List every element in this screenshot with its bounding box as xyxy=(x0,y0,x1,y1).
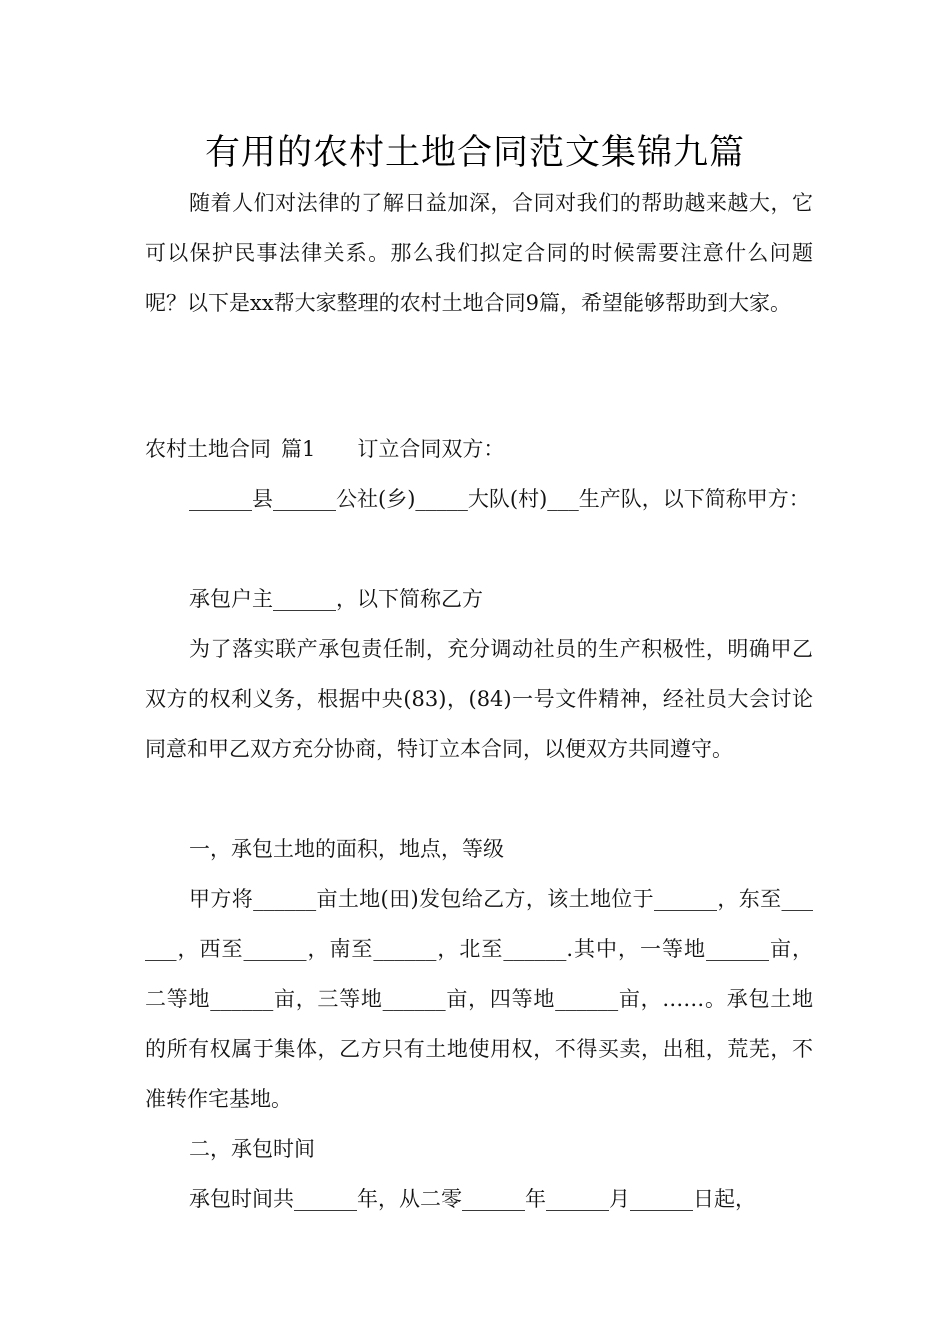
party-a-paragraph: ______县______公社(乡)_____大队(村)___生产队，以下简称甲方： xyxy=(189,487,810,511)
section-heading-parties: 订立合同双方： xyxy=(357,437,505,461)
clause-2-heading: 二，承包时间 xyxy=(189,1137,315,1161)
clause-1-heading: 一，承包土地的面积，地点，等级 xyxy=(189,837,504,861)
purpose-paragraph: 为了落实联产承包责任制，充分调动社员的生产积极性，明确甲乙双方的权利义务，根据中央(83)，(84)一号文件精神，经社员大会讨论同意和甲乙双方充分协商，特订立本合同，以便双方共同遵守。 xyxy=(145,637,813,761)
clause-1-body: 甲方将______亩土地(田)发包给乙方，该土地位于______，东至______，西至______，南至______，北至______.其中，一等地______亩，二等地______亩，三等地______亩，四等地______亩，……。承包土地的所有权属于集体，乙方只有土地使用权，不得买卖，出租，荒芜，不准转作宅基地。 xyxy=(145,887,813,1111)
section-heading xyxy=(145,424,813,474)
intro-paragraph: 随着人们对法律的了解日益加深，合同对我们的帮助越来越大，它可以保护民事法律关系。那么我们拟定合同的时候需要注意什么问题呢？以下是xx帮大家整理的农村土地合同9篇，希望能够帮助到大家。 xyxy=(145,191,813,315)
section-heading-label: 农村土地合同 xyxy=(145,437,271,461)
clause-2-body: 承包时间共______年，从二零______年______月______日起， xyxy=(189,1187,756,1211)
section-heading-number: 篇1 xyxy=(281,437,316,461)
document-title: 有用的农村土地合同范文集锦九篇 xyxy=(204,133,745,173)
party-b-paragraph: 承包户主______，以下简称乙方 xyxy=(189,587,483,611)
